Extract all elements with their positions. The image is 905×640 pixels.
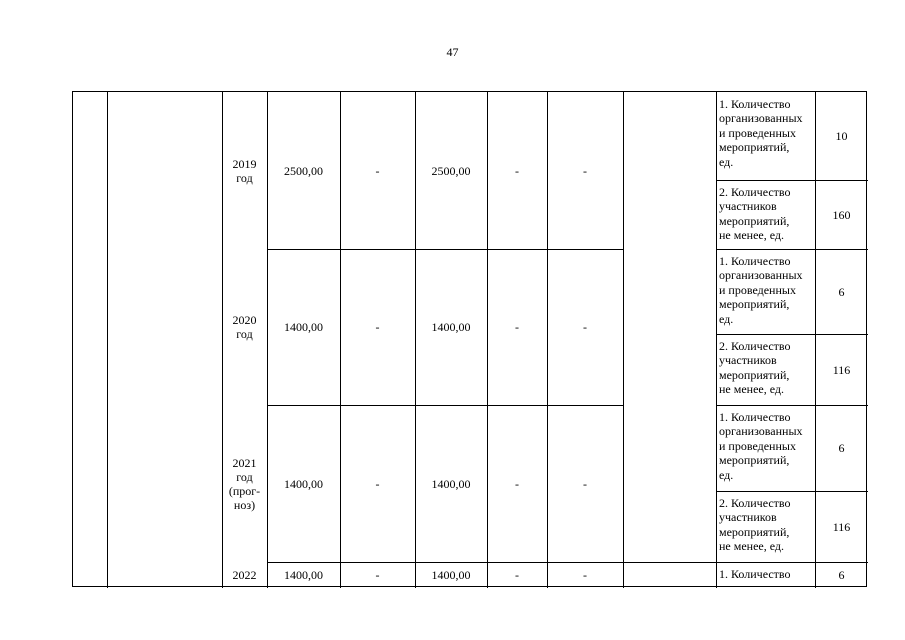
row-divider bbox=[623, 562, 716, 563]
cell-mun: - bbox=[515, 320, 519, 334]
indicator-value: 116 bbox=[832, 519, 851, 534]
indicator-value: 10 bbox=[835, 129, 848, 143]
cell-year: 2022 bbox=[232, 568, 257, 582]
cell-fed: - bbox=[375, 163, 380, 178]
indicator-value: 160 bbox=[832, 207, 851, 222]
page-number: 47 bbox=[446, 45, 459, 59]
cell-year: 2021 год (прог- ноз) bbox=[228, 455, 261, 512]
indicator-text: 1. Количество организованных и проведенных мероприятий, ед. bbox=[719, 410, 803, 482]
indicator-value: 6 bbox=[838, 568, 845, 582]
column-divider bbox=[107, 92, 108, 588]
cell-total: 1400,00 bbox=[284, 476, 323, 491]
indicator-text: 2. Количество участников мероприятий, не менее, ед. bbox=[719, 496, 791, 554]
column-divider bbox=[623, 92, 624, 588]
cell-other: - bbox=[583, 568, 587, 582]
cell-fed: - bbox=[375, 320, 380, 334]
indicator-value: 116 bbox=[832, 362, 851, 377]
cell-mun: - bbox=[515, 476, 519, 491]
cell-total: 1400,00 bbox=[284, 320, 323, 334]
cell-total: 1400,00 bbox=[284, 568, 323, 582]
indicator-text: 2. Количество участников мероприятий, не менее, ед. bbox=[719, 339, 791, 397]
cell-total: 2500,00 bbox=[284, 163, 323, 178]
indicator-value: 6 bbox=[838, 441, 845, 455]
cell-fed: - bbox=[375, 568, 380, 582]
indicator-text: 1. Количество организованных и проведенных мероприятий, ед. bbox=[719, 97, 803, 169]
indicator-text: 1. Количество организованных и проведенных мероприятий, ед. bbox=[719, 254, 803, 326]
cell-reg: 1400,00 bbox=[431, 476, 471, 491]
cell-mun: - bbox=[515, 163, 519, 178]
cell-reg: 1400,00 bbox=[431, 320, 471, 334]
indicator-text: 2. Количество участников мероприятий, не менее, ед. bbox=[719, 185, 791, 243]
budget-table bbox=[72, 91, 867, 587]
cell-other: - bbox=[583, 320, 587, 334]
cell-reg: 1400,00 bbox=[431, 568, 471, 582]
cell-year: 2019 год bbox=[232, 156, 257, 185]
cell-mun: - bbox=[515, 568, 519, 582]
cell-other: - bbox=[583, 476, 587, 491]
indicator-value: 6 bbox=[838, 284, 845, 299]
cell-year: 2020 год bbox=[232, 313, 257, 341]
indicator-text: 1. Количество bbox=[719, 567, 791, 581]
cell-fed: - bbox=[375, 476, 380, 491]
cell-reg: 2500,00 bbox=[431, 163, 471, 178]
cell-other: - bbox=[583, 163, 587, 178]
